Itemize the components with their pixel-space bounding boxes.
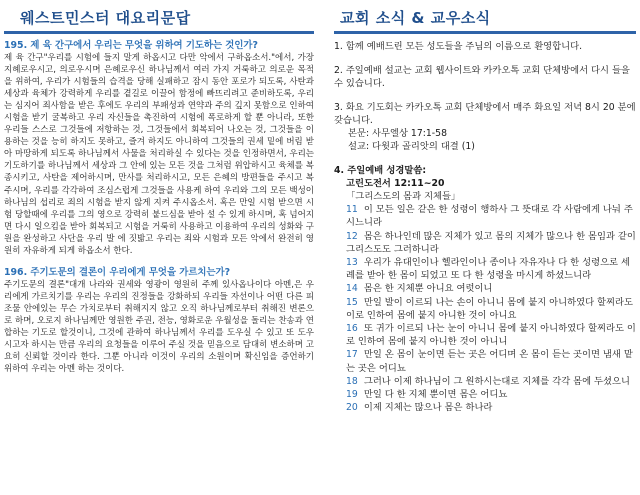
verse-text: 우리가 유대인이나 헬라인이나 종이나 자유자나 다 한 성령으로 세례를 받아 한 몸이 되었고 또 다 한 성령을 마시게 하셨느니라 (346, 257, 630, 282)
verse-number: 15 (346, 296, 358, 308)
verse-text: 이제 지체는 많으나 몸은 하나라 (363, 402, 493, 414)
news-item-3 (334, 101, 636, 153)
verse-number: 19 (346, 389, 358, 401)
passage-subtitle: 「그리스도의 몸과 지체들」 (346, 191, 461, 202)
verse-text: 몸은 하나인데 많은 지체가 있고 몸의 지체가 많으나 한 몸임과 같이 그리스도도 그러하니라 (346, 230, 636, 255)
verse-text: 그러나 이제 하나님이 그 원하시는대로 지체를 각각 몸에 두셨으니 (363, 375, 630, 387)
news-item-text: 2. 주일예배 설교는 교회 웹사이트와 카카오톡 교회 단체방에서 다시 들을 수 있습니다. (334, 65, 630, 89)
verse (346, 256, 636, 282)
verse-number: 20 (346, 402, 358, 414)
verse-number: 18 (346, 375, 358, 387)
verse-number: 12 (346, 230, 358, 242)
news-item-1 (334, 40, 636, 53)
question-196: 196. 주기도문의 결론이 우리에게 무엇을 가르치는가? (4, 266, 231, 278)
memory-verse-heading: 4. 주일예배 성경말씀: (334, 165, 427, 176)
catechism-title: 웨스트민스터 대요리문답 (4, 8, 314, 34)
verse-number: 16 (346, 323, 358, 335)
prayer-meeting-passage: 본문: 사무엘상 17:1-58 (348, 128, 447, 139)
scripture-reference: 고린도전서 12:11~20 (346, 178, 445, 189)
verse-list (334, 190, 636, 414)
verse-number: 17 (346, 349, 358, 361)
verse (346, 388, 636, 401)
verse-number: 11 (346, 204, 358, 216)
verse (346, 322, 636, 348)
verse (346, 401, 636, 414)
verse (346, 296, 636, 322)
verse-text: 또 귀가 이르되 나는 눈이 아니니 몸에 붙지 아니하였다 할찌라도 이로 인하여 몸에 붙지 아니한 것이 아니니 (346, 323, 636, 348)
verse-text: 만일 다 한 지체 뿐이면 몸은 어디뇨 (363, 389, 508, 401)
verse-text: 이 모든 일은 같은 한 성령이 행하사 그 뜻대로 각 사람에게 나눠 주시느니라 (346, 204, 633, 229)
question-195: 195. 제 육 간구에서 우리는 무엇을 위하여 기도하는 것인가? (4, 40, 258, 51)
news-item-2 (334, 64, 636, 90)
verse-number: 14 (346, 283, 358, 295)
prayer-meeting-sermon: 설교: 다윗과 골리앗의 대결 (1) (348, 141, 475, 152)
news-list (334, 40, 636, 153)
verse-text: 몸은 한 지체뿐 아니요 여럿이니 (363, 283, 493, 295)
verse-text: 만일 온 몸이 눈이면 듣는 곳은 어디며 온 몸이 듣는 곳이면 냄새 맡는 곳은 어디뇨 (346, 349, 633, 374)
answer-196: 주기도문의 결론"대개 나라와 권세와 영광이 영원히 주께 있사옵나이다 아멘,은 우리에게 가르치기를 우리는 우리의 진정들을 강화하되 우리들 자선이나 어떤 다른 피조물 안에있는 무슨 가치로부터 취해지지 않고 오직 하나님께로부터 취해진 변론으로 하며, 오로지 하나님께만 영원한 주권, 전능, 영화로운 우월성을 돌리는 찬송과 연합하는 기도로 할것이니, 그것에 관하여 하나님께서 우리를 도우실 수 있고 또 도우시고자 하시는 만큼 우리의 요청들을 이루어 주실 것을 믿음으로 담대히 변소하며 고요히 신뢰할 것이라 한다. 그뿐 아니라 이것이 우리의 소원이며 확신임을 증언하기 위하여 우리는 아멘 하는 것이다. (4, 279, 314, 375)
verse (346, 282, 636, 295)
verse-text: 만일 발이 이르되 나는 손이 아니니 몸에 붙지 아니하였다 할찌라도 이로 인하여 몸에 붙지 아니한 것이 아니요 (346, 296, 633, 321)
verse (346, 375, 636, 388)
verse (346, 348, 636, 374)
news-title: 교회 소식 & 교우소식 (334, 8, 636, 34)
verse (346, 230, 636, 256)
verse (346, 203, 636, 229)
news-item-text: 1. 함께 예배드린 모든 성도들을 주님의 이름으로 환영합니다. (334, 41, 583, 52)
news-column (320, 0, 640, 495)
verse-number: 13 (346, 257, 358, 269)
news-item-text: 3. 화요 기도회는 카카오톡 교회 단체방에서 매주 화요일 저녁 8시 20 분에 갖습니다. (334, 102, 636, 126)
answer-195: 제 육 간구"우리를 시험에 들지 말게 하옵시고 다만 악에서 구하옵소서."에서, 가장 지혜로우시고, 의로우시며 은혜로우신 하나님께서 여러 가지 거룩하고 의로운 목적을 위하여, 우리가 시험들의 습격을 당해 실패하고 잠시 동안 포로가 되도록, 사탄과 세상과 육체가 강력하게 우리를 곁길로 이끌어 함정에 빠뜨리려고 준비하도록, 우리는 심지어 죄사함을 받은 후에도 우리의 부패성과 연약과 주의 깊지 못함으로 인하여 시험을 받기 굴복하고 우리 자신들을 촉진하여 시험에 폭로하게 할 뿐 아니라, 또한 우리들 스스로 그것들에 저항하는 것, 그것들에서 회복되어 나오는 것, 그것들을 이용하는 것을 능히 하지도 못하고, 즐겨 하지도 아니하여 그것들의 권세 밑에 버림 받아 마땅하게 되도록 하나님께서 사물을 처리하실 수 있다는 것을 인정하면서, 우리는 기도하기를 하나님께서 세상과 그 안에 있는 모든 것을 그처럼 위압하시고 육체를 복종시키고, 사탄을 제어하시며, 만사를 처리하시고, 모든 은혜의 방편들을 주시고 복주시며, 우리를 각각하여 조심스럽게 그것들을 사용케 하여 우리와 그의 모든 백성이 하나님의 섭리로 죄의 시험을 받지 않게 지켜 주시옵소서. 혹은 만일 시험 받으면 시험 당할때에 우리를 그의 영으로 강력히 붙드심을 받아 설 수 있게 하시며, 혹 넘어지면 다시 일으킴을 받아 회복되고 시험을 거룩히 사용하고 이용하여 우리의 성화와 구원을 완성하고 사단을 우리 발 에 짓밟고 우리는 죄와 시험과 모든 악에서 완전히 영원히 자유하게 되게 하옵소서 한다. (4, 53, 314, 256)
